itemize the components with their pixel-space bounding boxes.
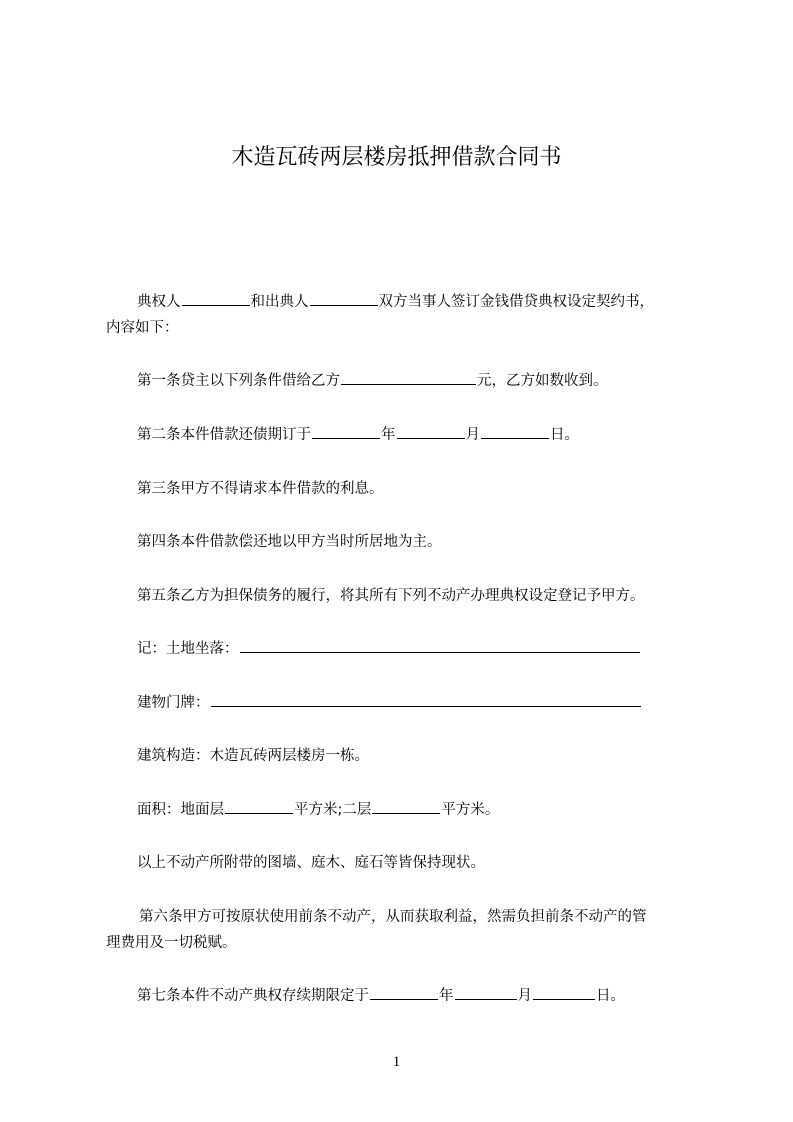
document-title: 木造瓦砖两层楼房抵押借款合同书 — [231, 145, 562, 170]
repay-month-blank — [397, 423, 465, 439]
land-location-row — [137, 635, 641, 663]
area-second-label: 平方米;二层 — [294, 802, 372, 818]
intro-pawnor-label: 和出典人 — [250, 294, 309, 310]
door-plate-row — [137, 689, 642, 717]
repay-year-blank — [312, 423, 380, 439]
article-1-tail: 元，乙方如数收到。 — [477, 373, 608, 389]
month-label: 月 — [465, 427, 480, 443]
article-7 — [137, 982, 625, 1010]
area-row — [137, 796, 499, 824]
ground-floor-area-blank — [225, 798, 293, 814]
term-day-label: 日。 — [596, 988, 625, 1004]
article-2 — [137, 421, 579, 449]
land-location-blank — [240, 637, 640, 653]
intro-line-2: 内容如下： — [106, 320, 179, 336]
land-location-label: 记：土地坐落： — [137, 641, 239, 657]
intro-text: 双方当事人签订金钱借贷典权设定契约书， — [378, 294, 654, 310]
article-4: 第四条本件借款偿还地以甲方当时所居地为主。 — [137, 534, 442, 550]
page-number: 1 — [392, 1054, 401, 1070]
building-structure: 建筑构造：木造瓦砖两层楼房一栋。 — [137, 748, 369, 764]
intro-pawnee-label: 典权人 — [137, 294, 181, 310]
article-5: 第五条乙方为担保债务的履行，将其所有下列不动产办理典权设定登记予甲方。 — [137, 588, 645, 604]
door-plate-blank — [211, 691, 641, 707]
article-7-text: 第七条本件不动产典权存续期限定于 — [137, 988, 369, 1004]
pawnee-blank — [182, 290, 250, 306]
article-2-text: 第二条本件借款还债期订于 — [137, 427, 311, 443]
repay-day-blank — [481, 423, 549, 439]
term-month-label: 月 — [517, 988, 532, 1004]
area-ground-label: 面积：地面层 — [137, 802, 224, 818]
term-day-blank — [533, 984, 595, 1000]
door-plate-label: 建物门牌： — [137, 695, 210, 711]
term-year-blank — [370, 984, 438, 1000]
article-1 — [137, 367, 608, 395]
intro-line-1 — [137, 288, 654, 316]
pawnor-blank — [310, 290, 378, 306]
second-floor-area-blank — [372, 798, 440, 814]
loan-amount-blank — [341, 369, 476, 385]
year-label: 年 — [381, 427, 396, 443]
article-6-line-2: 理费用及一切税赋。 — [106, 935, 237, 951]
term-year-label: 年 — [439, 988, 454, 1004]
article-3: 第三条甲方不得请求本件借款的利息。 — [137, 481, 384, 497]
term-month-blank — [455, 984, 517, 1000]
article-6-line-1: 第六条甲方可按原状使用前条不动产，从而获取利益，然需负担前条不动产的管 — [139, 909, 647, 925]
area-unit: 平方米。 — [441, 802, 500, 818]
article-1-text: 第一条贷主以下列条件借给乙方 — [137, 373, 340, 389]
day-label: 日。 — [550, 427, 579, 443]
attached-items: 以上不动产所附带的图墙、庭木、庭石等皆保持现状。 — [137, 855, 485, 871]
